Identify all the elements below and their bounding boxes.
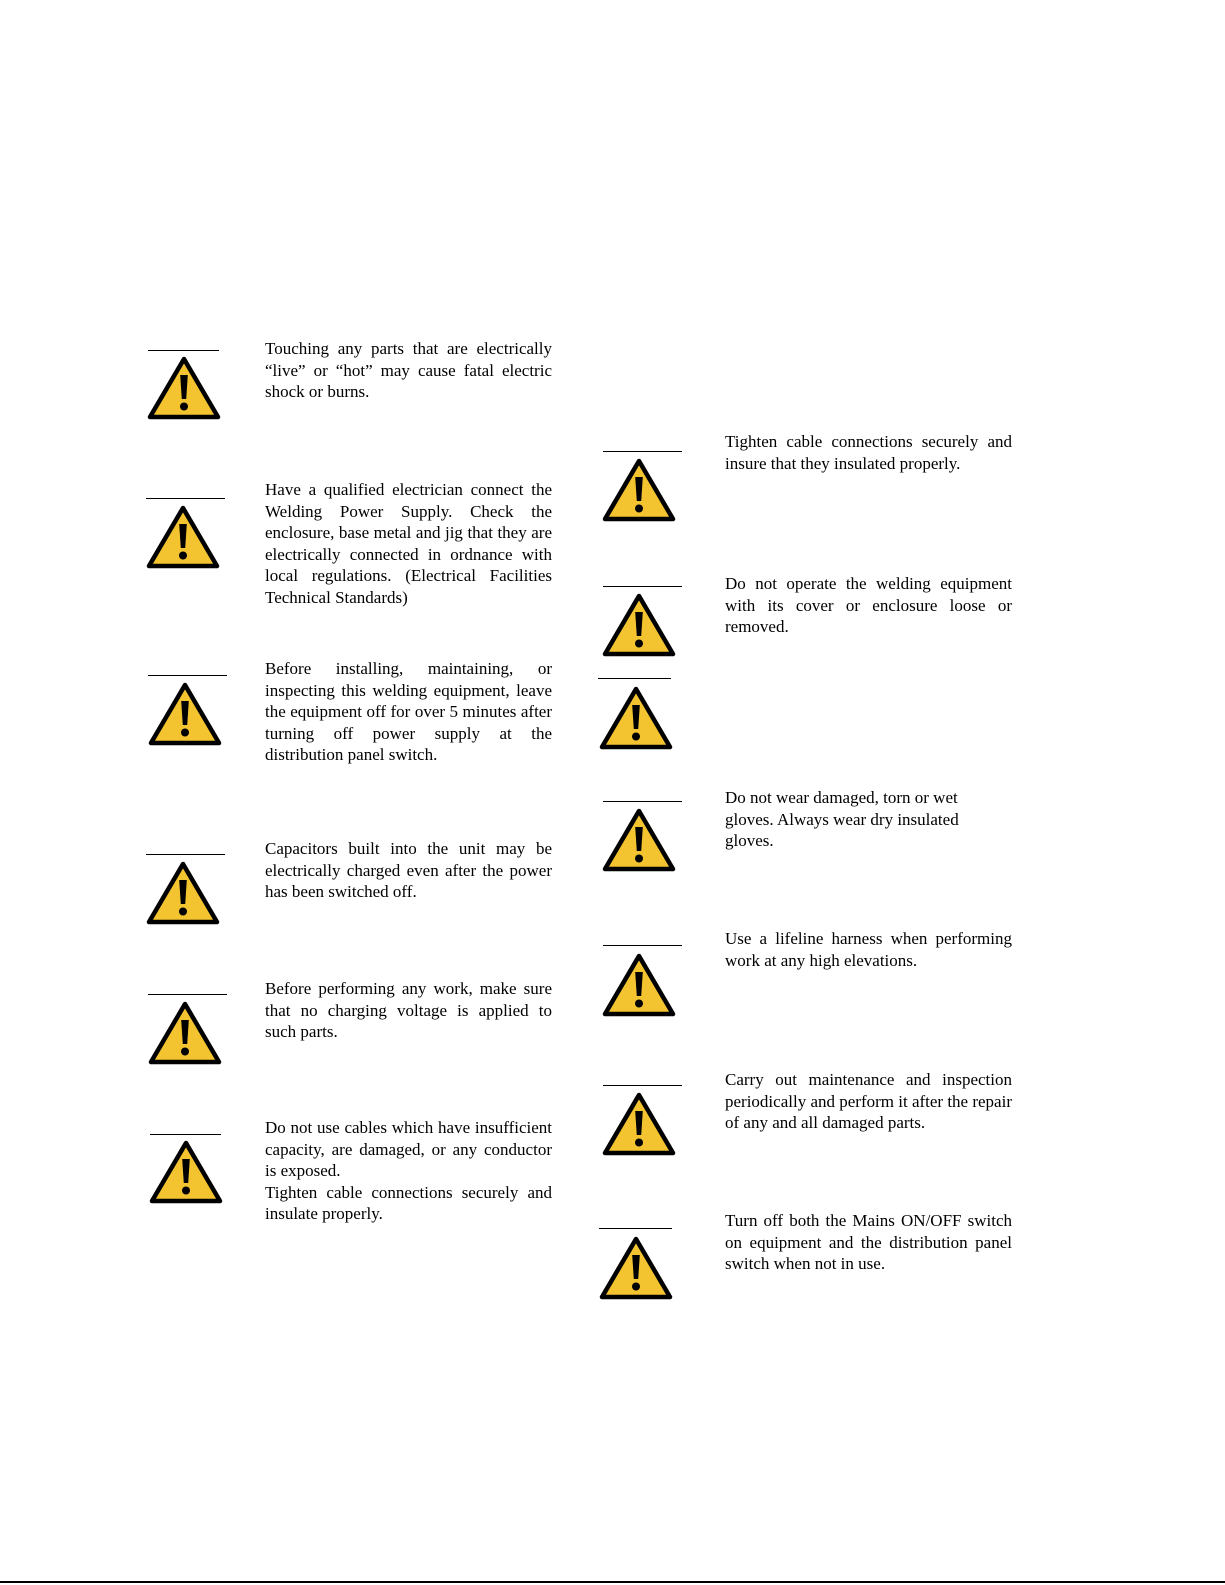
warning-triangle-icon <box>602 807 676 873</box>
warning-triangle-icon <box>146 504 220 570</box>
heading-rule <box>603 586 682 587</box>
warning-text: Carry out maintenance and inspection periodically and perform it after the repair of any and all damaged parts. <box>725 1070 1012 1132</box>
warning-text-line: Do not use cables which have insufficient capacity, are damaged, or any conductor is exposed. <box>265 1118 552 1180</box>
heading-rule <box>146 854 225 855</box>
warning-text: Tighten cable connections securely and insure that they insulated properly. <box>725 432 1012 473</box>
warning-text: Touching any parts that are electrically “live” or “hot” may cause fatal electric shock or burns. <box>265 339 552 401</box>
warning-triangle-icon <box>602 952 676 1018</box>
heading-rule <box>150 1134 221 1135</box>
heading-rule <box>148 350 219 351</box>
warning-text: Do not wear damaged, torn or wet gloves. Always wear dry insulated gloves. <box>725 788 959 850</box>
heading-rule <box>599 1228 672 1229</box>
warning-text-line: Tighten cable connections securely and insulate properly. <box>265 1182 552 1223</box>
warning-triangle-icon <box>599 685 673 751</box>
warning-triangle-icon <box>602 592 676 658</box>
warning-triangle-icon <box>602 457 676 523</box>
heading-rule <box>603 451 682 452</box>
warning-text: Before performing any work, make sure that no charging voltage is applied to such parts. <box>265 979 552 1041</box>
warning-triangle-icon <box>602 1091 676 1157</box>
warning-text: Do not operate the welding equipment with its cover or enclosure loose or removed. <box>725 574 1012 636</box>
warning-text: Before installing, maintaining, or inspecting this welding equipment, leave the equipment off for over 5 minutes after turning off power supply at the distribution panel switch. <box>265 659 552 764</box>
warning-triangle-icon <box>148 1000 222 1066</box>
warning-triangle-icon <box>148 681 222 747</box>
page-bottom-rule <box>0 1581 1225 1583</box>
warning-text: Capacitors built into the unit may be electrically charged even after the power has been switched off. <box>265 839 552 901</box>
warning-triangle-icon <box>149 1139 223 1205</box>
warning-text: Use a lifeline harness when performing work at any high elevations. <box>725 929 1012 970</box>
warning-triangle-icon <box>599 1235 673 1301</box>
warning-triangle-icon <box>147 355 221 421</box>
heading-rule <box>148 675 227 676</box>
warning-text: Turn off both the Mains ON/OFF switch on equipment and the distribution panel switch when not in use. <box>725 1211 1012 1273</box>
warning-triangle-icon <box>146 860 220 926</box>
heading-rule <box>146 498 225 499</box>
heading-rule <box>603 945 682 946</box>
warning-text: Have a qualified electrician connect the Welding Power Supply. Check the enclosure, base metal and jig that they are electrically connected in ordnance with local regulations. (Electrical Facilities Technical Standards) <box>265 480 552 607</box>
heading-rule <box>598 678 671 679</box>
heading-rule <box>603 1085 682 1086</box>
heading-rule <box>603 801 682 802</box>
heading-rule <box>148 994 227 995</box>
warning-text <box>265 1117 552 1225</box>
